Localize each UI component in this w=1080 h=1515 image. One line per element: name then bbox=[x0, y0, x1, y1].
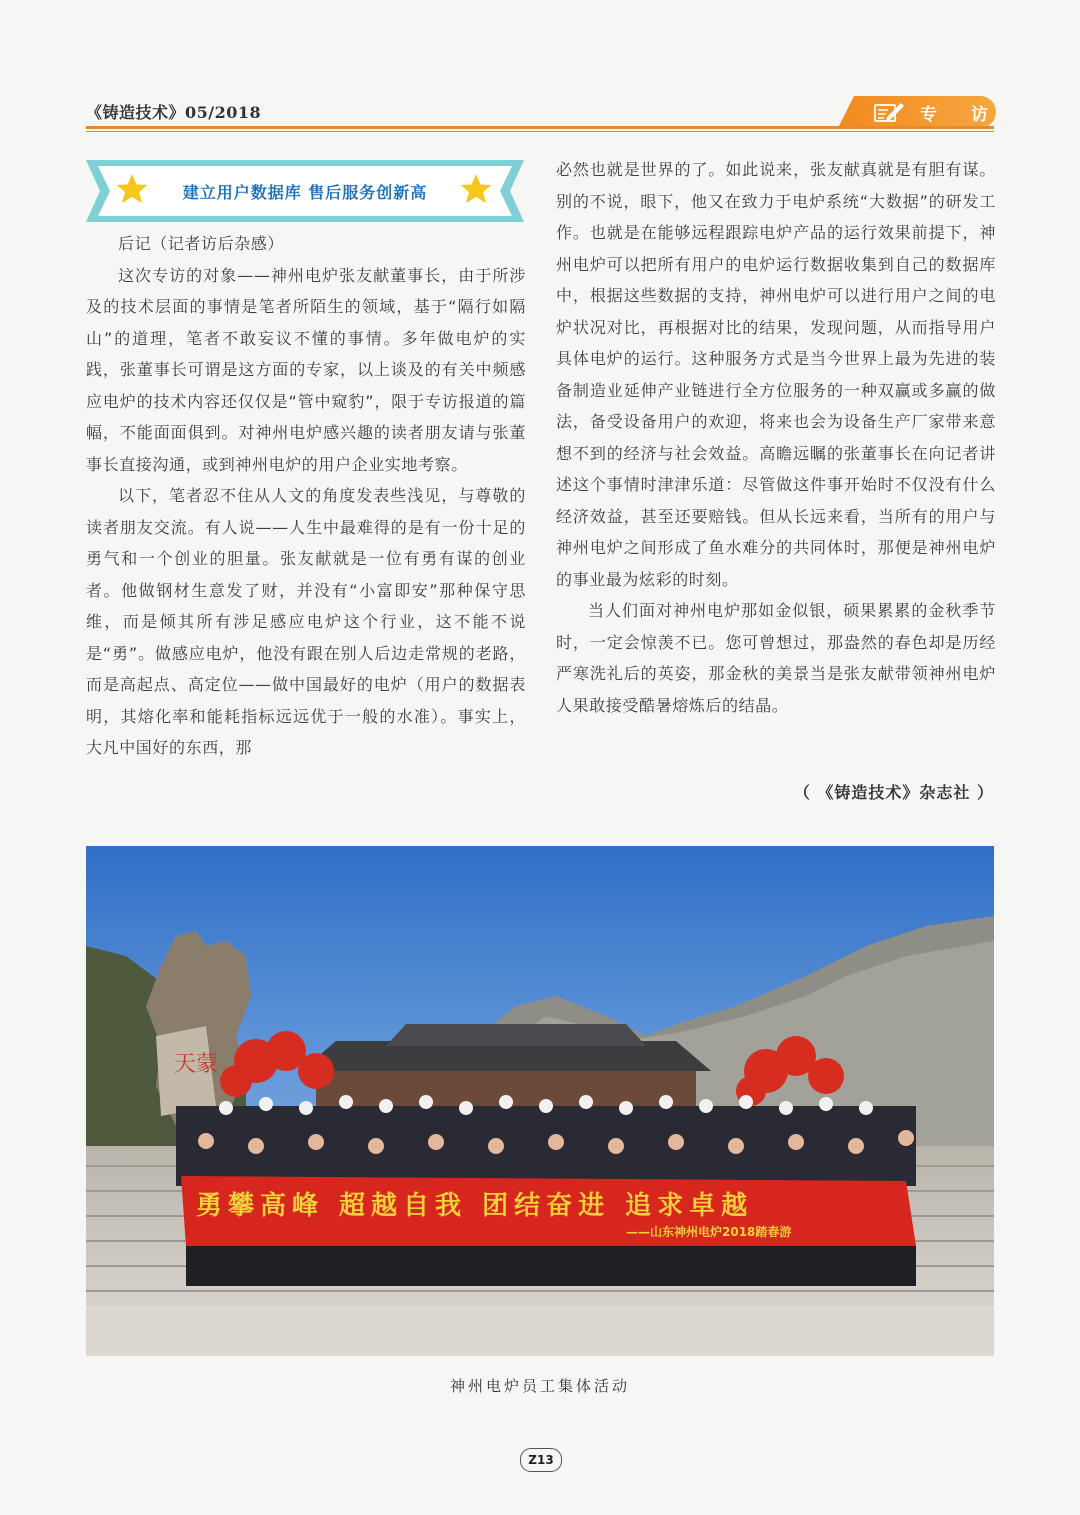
journal-issue-label: 《铸造技术》05/2018 bbox=[86, 103, 262, 122]
paragraph: 当人们面对神州电炉那如金似银，硕果累累的金秋季节时，一定会惊羡不已。您可曾想过，那盎然的春色却是历经严寒洗礼后的英姿，那金秋的美景当是张友献带领神州电炉人果敢接受酷暑熔炼后的结晶。 bbox=[556, 601, 996, 715]
paragraph: 这次专访的对象——神州电炉张友献董事长，由于所涉及的技术层面的事情是笔者所陌生的领域，基于“隔行如隔山”的道理，笔者不敢妄议不懂的事情。多年做电炉的实践，张董事长可谓是这方面的专家，以上谈及的有关中频感应电炉的技术内容还仅仅是“管中窥豹”，限于专访报道的篇幅，不能面面俱到。对神州电炉感兴趣的读者朋友请与张董事长直接沟通，或到神州电炉的用户企业实地考察。 bbox=[86, 265, 526, 474]
banner-title: 建立用户数据库 售后服务创新高 bbox=[182, 182, 428, 202]
photo-banner-slogan: 勇攀高峰 超越自我 团结奋进 追求卓越 bbox=[196, 1191, 754, 1221]
header-rule bbox=[86, 126, 994, 129]
paragraph: 以下，笔者忍不住从人文的角度发表些浅见，与尊敬的读者朋友交流。有人说——人生中最难得的是有一份十足的勇气和一个创业的胆量。张友献就是一位有勇有谋的创业者。他做钢材生意发了财，并没有“小富即安”那种保守思维，而是倾其所有涉足感应电炉这个行业，这不能不说是“勇”。做感应电炉，他没有跟在别人后边走常规的老路，而是高起点、高定位——做中国最好的电炉（用户的数据表明，其熔化率和能耗指标远远优于一般的水准）。事实上，大凡中国好的东西，那 bbox=[86, 486, 526, 757]
afterword-heading: 后记（记者访后杂感） bbox=[118, 234, 285, 253]
group-photo bbox=[86, 846, 994, 1356]
pen-notebook-icon bbox=[873, 100, 905, 124]
right-column bbox=[556, 154, 996, 721]
photo-banner-subtext: ——山东神州电炉2018踏春游 bbox=[626, 1225, 792, 1239]
header-rule-thin bbox=[86, 131, 994, 132]
rock-inscription: 天蒙 bbox=[174, 1052, 219, 1077]
photo-caption: 神州电炉员工集体活动 bbox=[449, 1377, 630, 1395]
page-number: Z13 bbox=[520, 1448, 562, 1472]
credit-line: （ 《铸造技术》杂志社 ） bbox=[793, 783, 994, 802]
section-label: 专 访 bbox=[920, 105, 1002, 125]
left-column bbox=[86, 228, 526, 764]
paragraph: 必然也就是世界的了。如此说来，张友献真就是有胆有谋。别的不说，眼下，他又在致力于电炉系统“大数据”的研发工作。也就是在能够远程跟踪电炉产品的运行效果前提下，神州电炉可以把所有用户的电炉运行数据收集到自己的数据库中，根据这些数据的支持，神州电炉可以进行用户之间的电炉状况对比，再根据对比的结果，发现问题，从而指导用户具体电炉的运行。这种服务方式是当今世界上最为先进的装备制造业延伸产业链进行全方位服务的一种双赢或多赢的做法，备受设备用户的欢迎，将来也会为设备生产厂家带来意想不到的经济与社会效益。高瞻远瞩的张董事长在向记者讲述这个事情时津津乐道：尽管做这件事开始时不仅没有什么经济效益，甚至还要赔钱。但从长远来看，当所有的用户与神州电炉之间形成了鱼水难分的共同体时，那便是神州电炉的事业最为炫彩的时刻。 bbox=[556, 160, 996, 589]
